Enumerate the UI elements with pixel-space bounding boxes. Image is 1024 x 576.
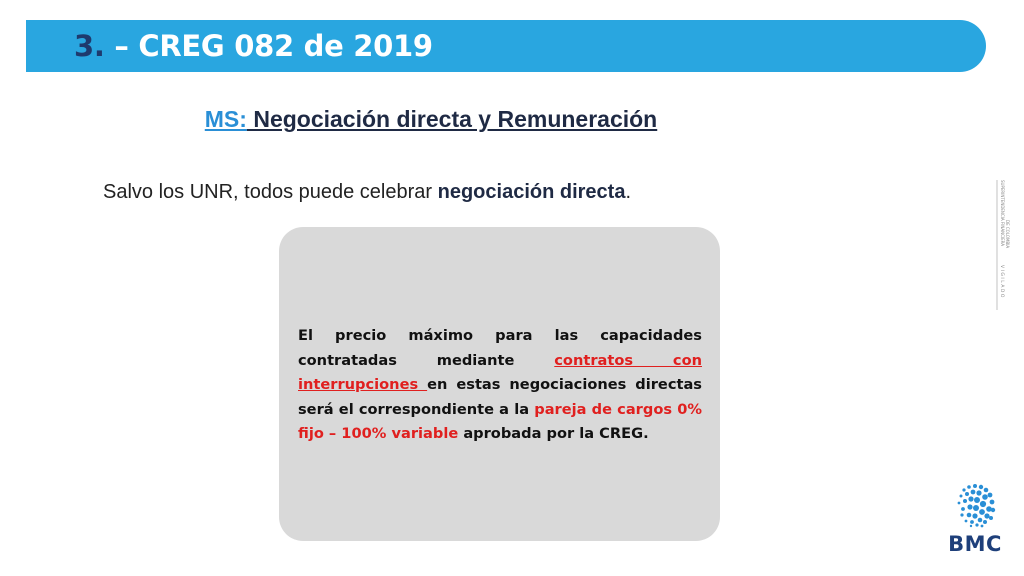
card-text-part-2: en estas negociaciones directas será el correspondiente a la <box>298 376 702 418</box>
slide-title-text: – CREG 082 de 2019 <box>104 29 433 63</box>
slide-title <box>74 24 433 68</box>
svg-text:VIGILADO <box>999 265 1005 299</box>
seal-line-2: DE COLOMBIA <box>1005 220 1010 249</box>
slide-number: 3. <box>74 29 105 63</box>
lead-sentence <box>103 181 631 204</box>
vigilado-seal <box>996 180 1010 310</box>
lead-bold: negociación directa <box>437 181 626 203</box>
lead-end: . <box>625 181 632 203</box>
bmc-logo <box>944 480 1006 564</box>
bmc-globe-icon <box>944 480 1006 532</box>
section-subtitle <box>0 106 862 133</box>
card-highlight-contracts: contratos con interrupciones <box>298 351 702 393</box>
title-bar <box>26 20 986 72</box>
card-text-part-3: aprobada por la CREG. <box>458 425 649 442</box>
logo-wordmark: BMC <box>948 532 1002 556</box>
subtitle-text: Negociación directa y Remuneración <box>246 106 658 132</box>
card-text-part-1: El precio máximo para las capacidades contratadas mediante <box>298 327 702 369</box>
card-highlight-charges: pareja de cargos 0% fijo – 100% variable <box>298 400 702 442</box>
svg-text:SUPERINTENDENCIA FINANCIERA <box>1000 180 1005 246</box>
seal-vigilado: VIGILADO <box>999 265 1004 299</box>
subtitle-prefix: MS: <box>204 106 247 132</box>
svg-text:DE COLOMBIA <box>1005 220 1010 248</box>
card-paragraph <box>298 324 702 447</box>
info-card <box>279 227 720 541</box>
lead-text: Salvo los UNR, todos puede celebrar <box>103 181 438 203</box>
seal-line-1: SUPERINTENDENCIA FINANCIERA <box>1000 180 1005 246</box>
